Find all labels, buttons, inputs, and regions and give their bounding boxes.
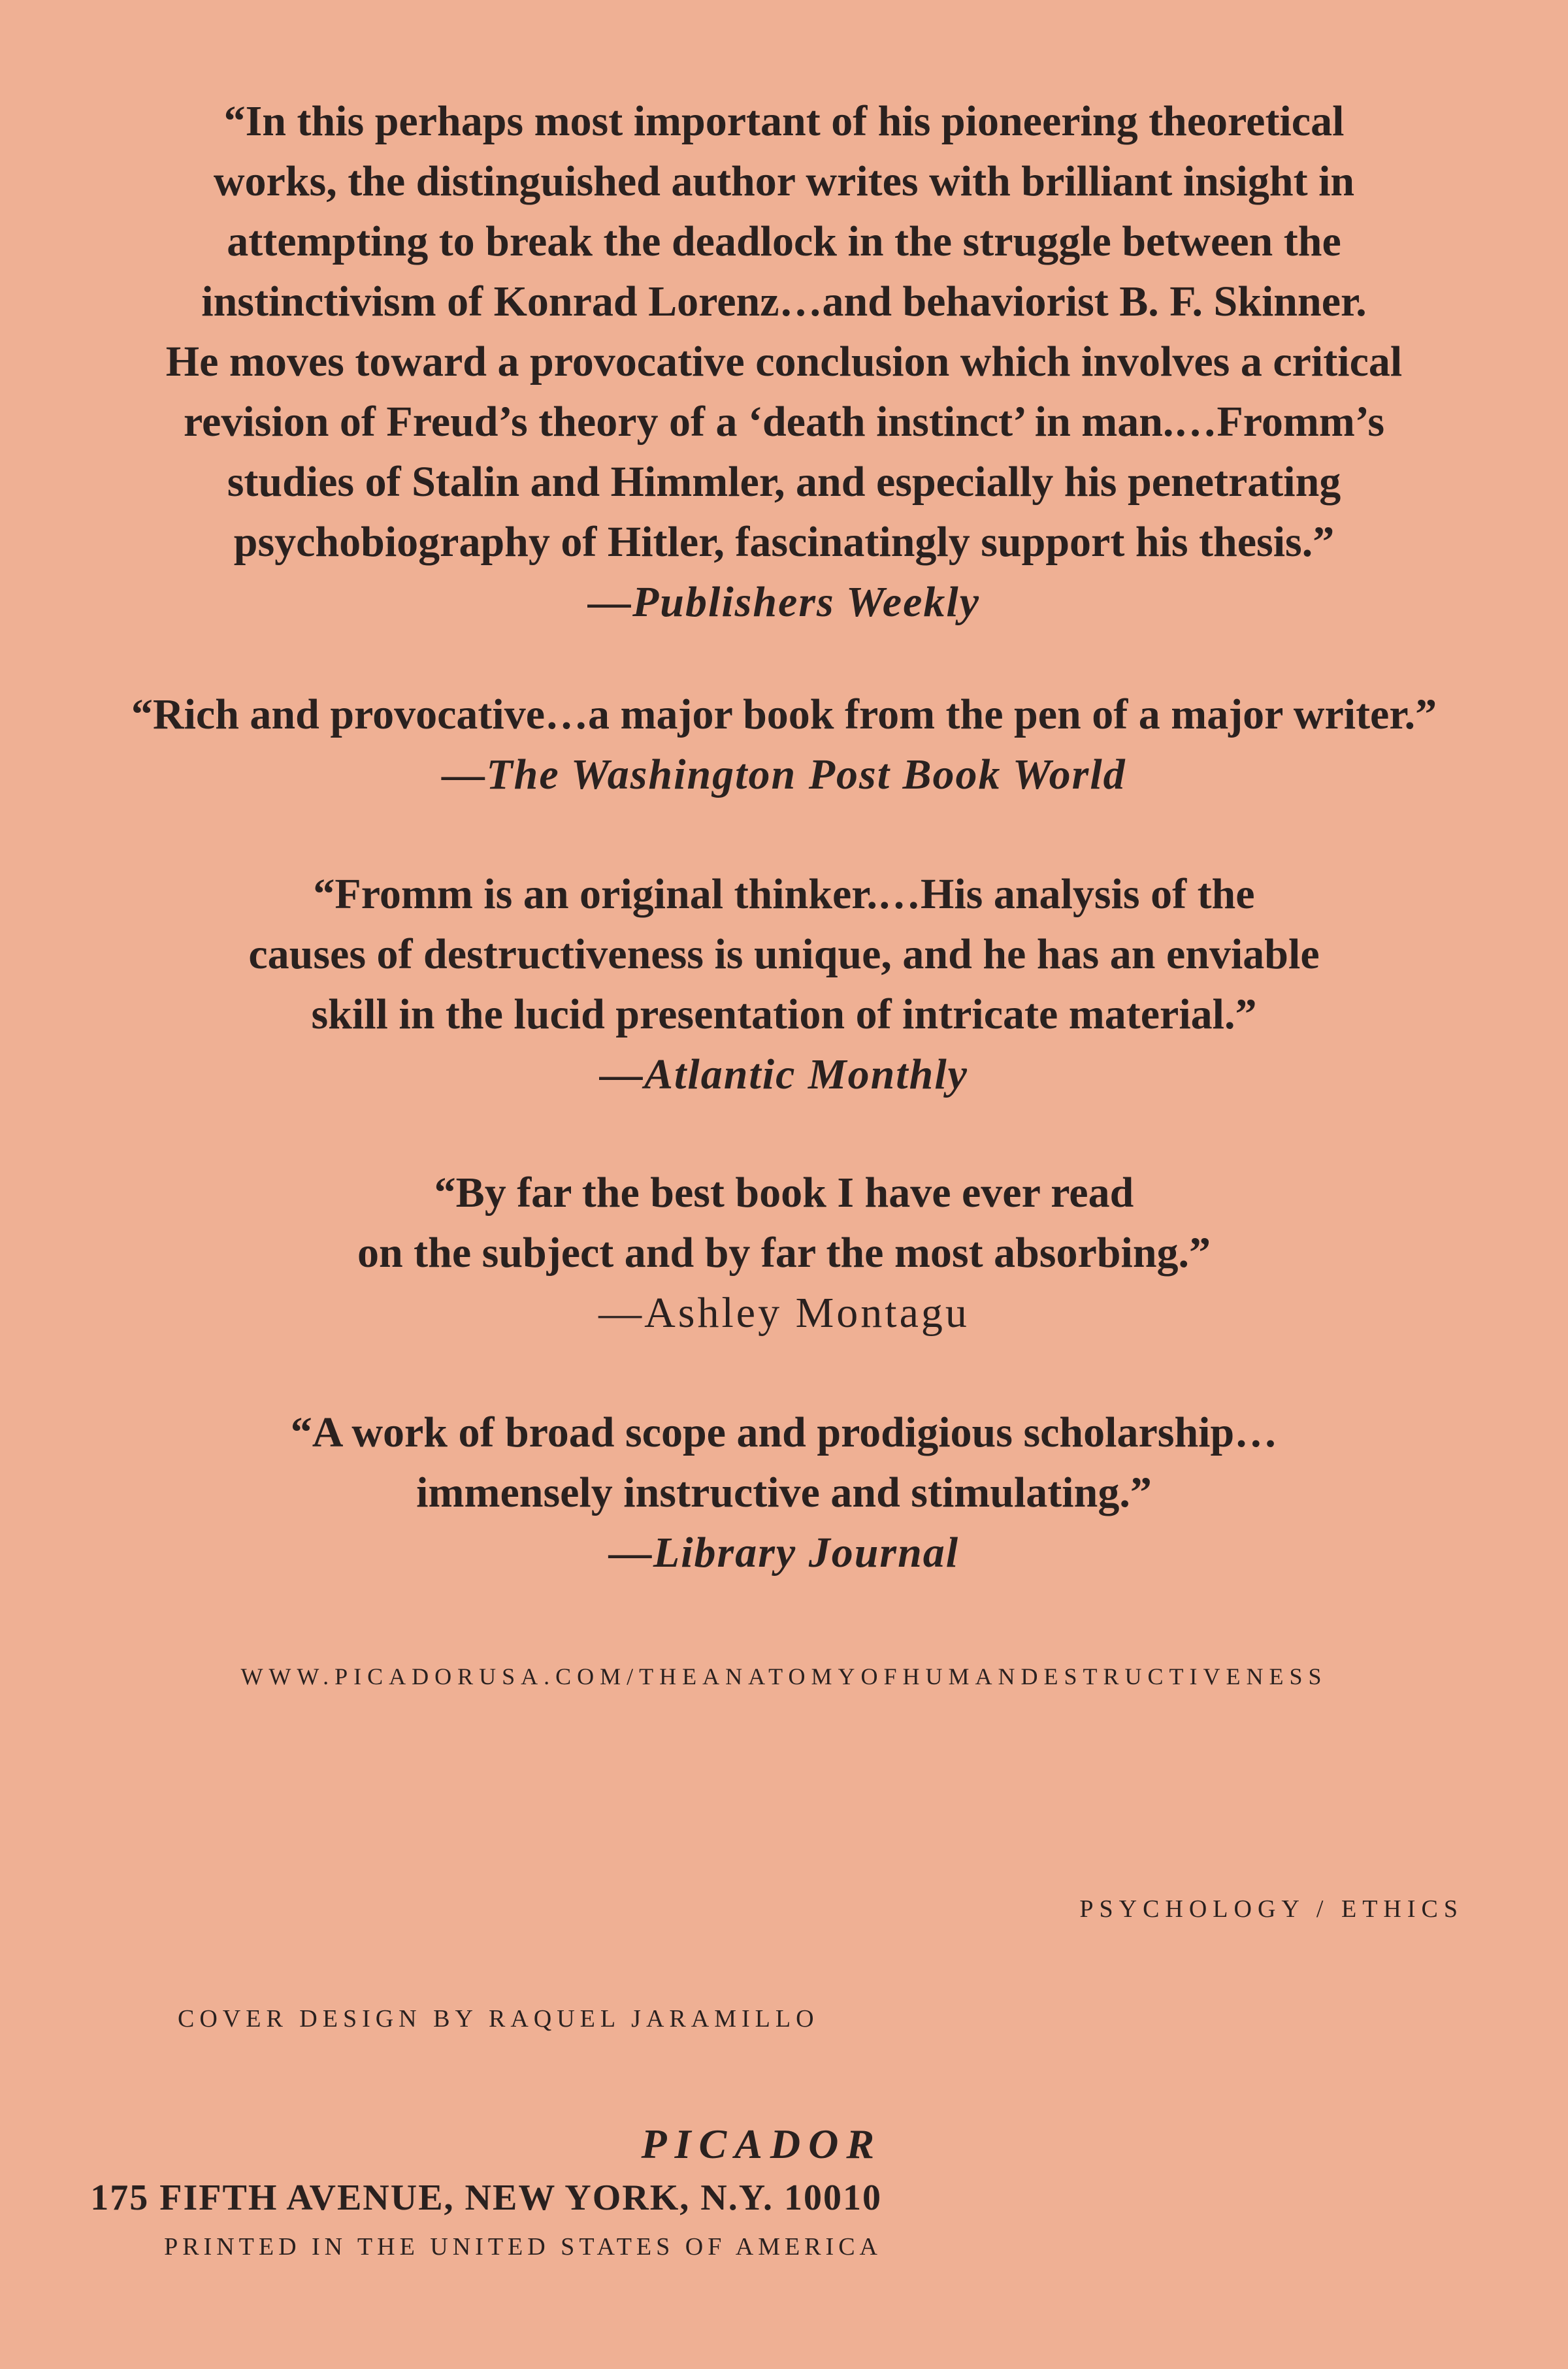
quote-washington-post: [0, 685, 1568, 805]
quote-line: “Rich and provocative…a major book from the pen of a major writer.”: [131, 691, 1437, 738]
quote-line: revision of Freud’s theory of a ‘death instinct’ in man.…Fromm’s: [183, 398, 1385, 446]
publisher-address: 175 FIFTH AVENUE, NEW YORK, N.Y. 10010: [90, 2178, 882, 2218]
website-url: WWW.PICADORUSA.COM/THEANATOMYOFHUMANDESTRUCTIVENESS: [240, 1663, 1328, 1690]
quote-atlantic-monthly: [0, 864, 1568, 1105]
quote-attribution: —The Washington Post Book World: [442, 751, 1126, 798]
quote-line: “By far the best book I have ever read: [434, 1169, 1134, 1217]
quote-attribution: —Publishers Weekly: [587, 578, 981, 626]
publisher-block: [90, 2117, 882, 2270]
quote-line: instinctivism of Konrad Lorenz…and behaviorist B. F. Skinner.: [201, 278, 1367, 325]
quote-attribution: —Ashley Montagu: [598, 1289, 970, 1337]
printed-in-label: PRINTED IN THE UNITED STATES OF AMERICA: [164, 2233, 882, 2261]
quote-line: “Fromm is an original thinker.…His analysis of the: [313, 870, 1255, 918]
category-label: PSYCHOLOGY / ETHICS: [1079, 1895, 1463, 1923]
quote-line: causes of destructiveness is unique, and he has an enviable: [248, 930, 1320, 978]
quote-publishers-weekly: [0, 91, 1568, 632]
quote-line: skill in the lucid presentation of intricate material.”: [311, 990, 1257, 1038]
quote-line: immensely instructive and stimulating.”: [416, 1469, 1152, 1516]
quote-attribution: —Atlantic Monthly: [600, 1051, 968, 1098]
quote-ashley-montagu: [0, 1163, 1568, 1343]
quote-line: He moves toward a provocative conclusion which involves a critical: [165, 338, 1403, 385]
quote-line: studies of Stalin and Himmler, and especially his penetrating: [227, 458, 1341, 506]
quote-line: “A work of broad scope and prodigious scholarship…: [290, 1409, 1278, 1456]
quote-line: attempting to break the deadlock in the struggle between the: [227, 218, 1341, 265]
quote-line: works, the distinguished author writes with brilliant insight in: [213, 157, 1355, 205]
quote-library-journal: [0, 1403, 1568, 1583]
publisher-name: PICADOR: [641, 2121, 882, 2167]
quote-line: on the subject and by far the most absorbing.”: [357, 1229, 1211, 1277]
cover-design-credit: COVER DESIGN BY RAQUEL JARAMILLO: [178, 2005, 819, 2033]
quote-line: psychobiography of Hitler, fascinatingly support his thesis.”: [233, 518, 1335, 566]
quote-attribution: —Library Journal: [608, 1529, 960, 1577]
quote-line: “In this perhaps most important of his pioneering theoretical: [223, 97, 1345, 145]
